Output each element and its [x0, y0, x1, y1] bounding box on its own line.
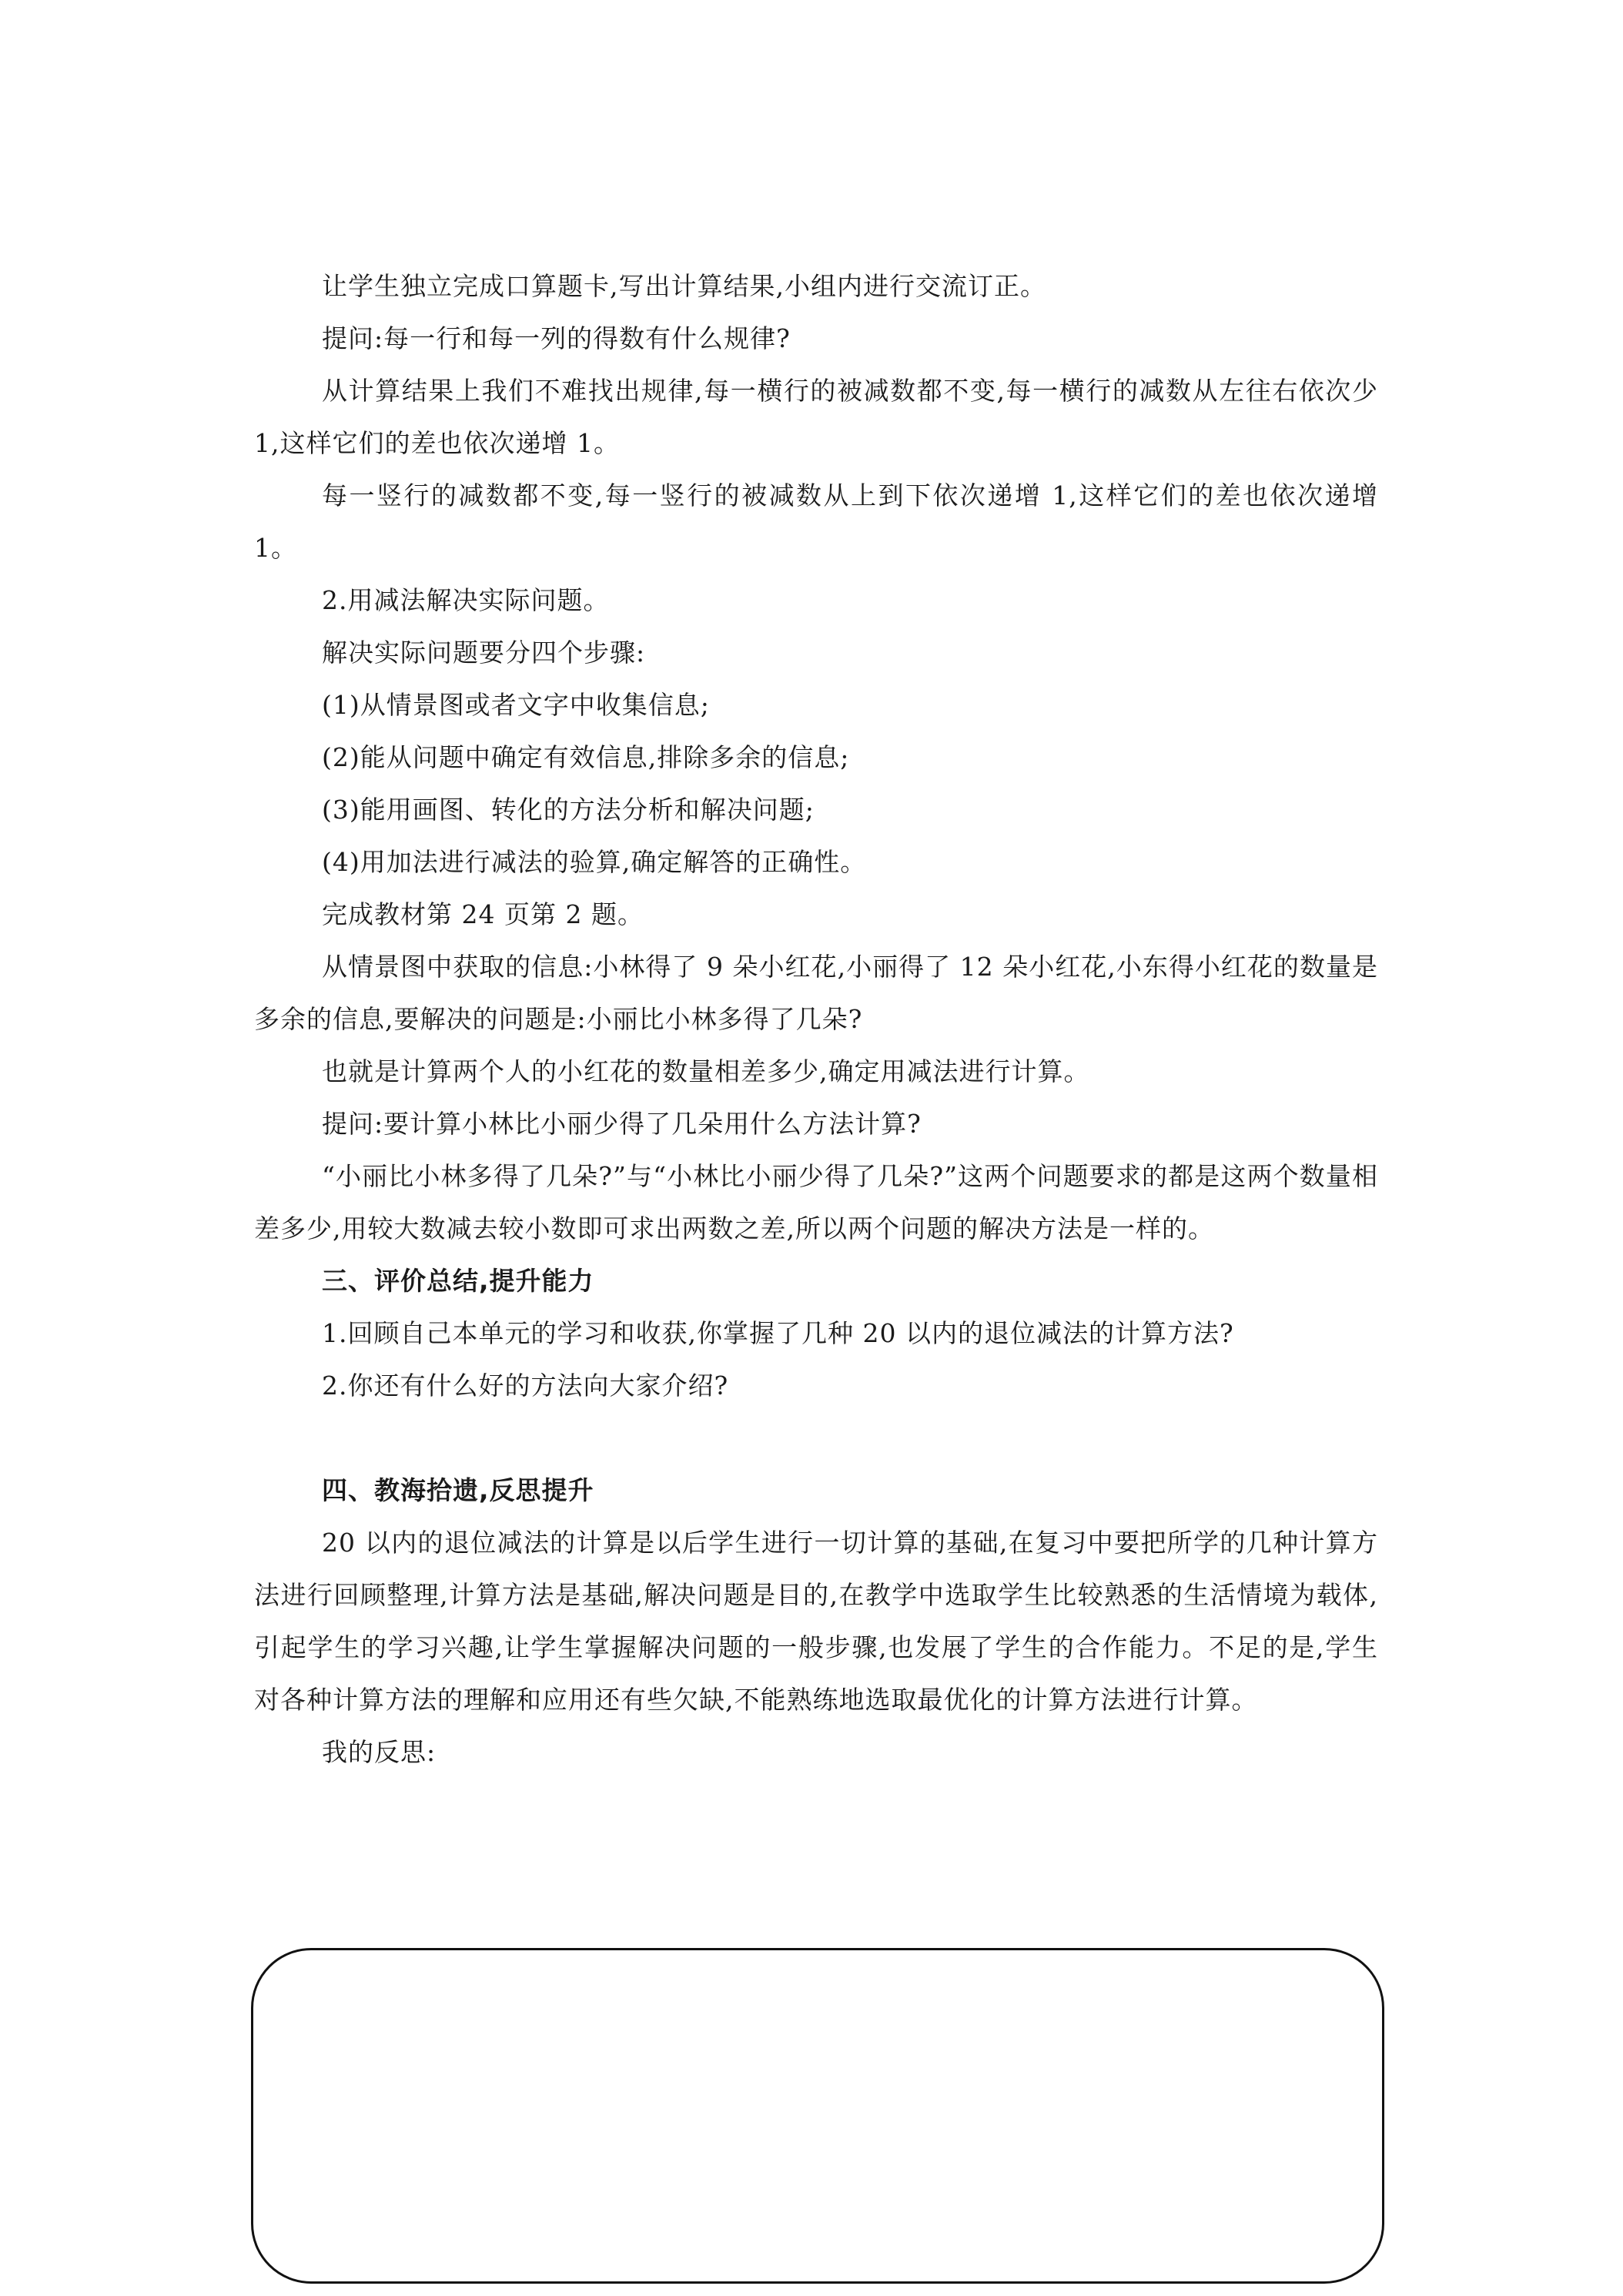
section-heading-reflection: 四、教海拾遗,反思提升 — [322, 1475, 594, 1505]
step-item-4: (4)用加法进行减法的验算,确定解答的正确性。 — [322, 847, 867, 877]
section-spacer — [254, 1412, 1378, 1464]
paragraph-difference: 也就是计算两个人的小红花的数量相差多少,确定用减法进行计算。 — [322, 1056, 1090, 1086]
paragraph-question-pattern: 提问:每一行和每一列的得数有什么规律? — [322, 323, 791, 353]
evaluation-question-2: 2.你还有什么好的方法向大家介绍? — [322, 1371, 729, 1401]
section-heading-evaluation: 三、评价总结,提升能力 — [322, 1266, 594, 1296]
paragraph-teaching-reflection: 20 以内的退位减法的计算是以后学生进行一切计算的基础,在复习中要把所学的几种计算方法进行回顾整理,计算方法是基础,解决问题是目的,在教学中选取学生比较熟悉的生活情境为载体,引起学生的学习兴趣,让学生掌握解决问题的一般步骤,也发展了学生的合作能力。不足的是,学生对各种计算方法的理解和应用还有些欠缺,不能熟练地选取最优化的计算方法进行计算。 — [254, 1528, 1378, 1715]
paragraph-two-questions: “小丽比小林多得了几朵?”与“小林比小丽少得了几朵?”这两个问题要求的都是这两个数量相差多少,用较大数减去较小数即可求出两数之差,所以两个问题的解决方法是一样的。 — [254, 1161, 1378, 1243]
reflection-label: 我的反思: — [322, 1737, 437, 1767]
paragraph-textbook-task: 完成教材第 24 页第 2 题。 — [322, 899, 644, 929]
paragraph-row-pattern: 从计算结果上我们不难找出规律,每一横行的被减数都不变,每一横行的减数从左往右依次少 1,这样它们的差也依次递增 1。 — [254, 376, 1378, 458]
paragraph-column-pattern: 每一竖行的减数都不变,每一竖行的被减数从上到下依次递增 1,这样它们的差也依次递增 1。 — [254, 480, 1378, 563]
step-item-2: (2)能从问题中确定有效信息,排除多余的信息; — [322, 742, 850, 772]
reflection-writing-box[interactable] — [251, 1948, 1384, 2284]
document-body — [254, 260, 1378, 1779]
paragraph-oral-card: 让学生独立完成口算题卡,写出计算结果,小组内进行交流订正。 — [322, 271, 1046, 301]
evaluation-question-1: 1.回顾自己本单元的学习和收获,你掌握了几种 20 以内的退位减法的计算方法? — [322, 1318, 1234, 1348]
paragraph-subtraction-problems: 2.用减法解决实际问题。 — [322, 585, 610, 615]
paragraph-four-steps-intro: 解决实际问题要分四个步骤: — [322, 638, 646, 668]
paragraph-scene-info: 从情景图中获取的信息:小林得了 9 朵小红花,小丽得了 12 朵小红花,小东得小红花的数量是多余的信息,要解决的问题是:小丽比小林多得了几朵? — [254, 952, 1378, 1034]
paragraph-question-method: 提问:要计算小林比小丽少得了几朵用什么方法计算? — [322, 1109, 922, 1139]
step-item-1: (1)从情景图或者文字中收集信息; — [322, 690, 710, 720]
step-item-3: (3)能用画图、转化的方法分析和解决问题; — [322, 795, 815, 825]
